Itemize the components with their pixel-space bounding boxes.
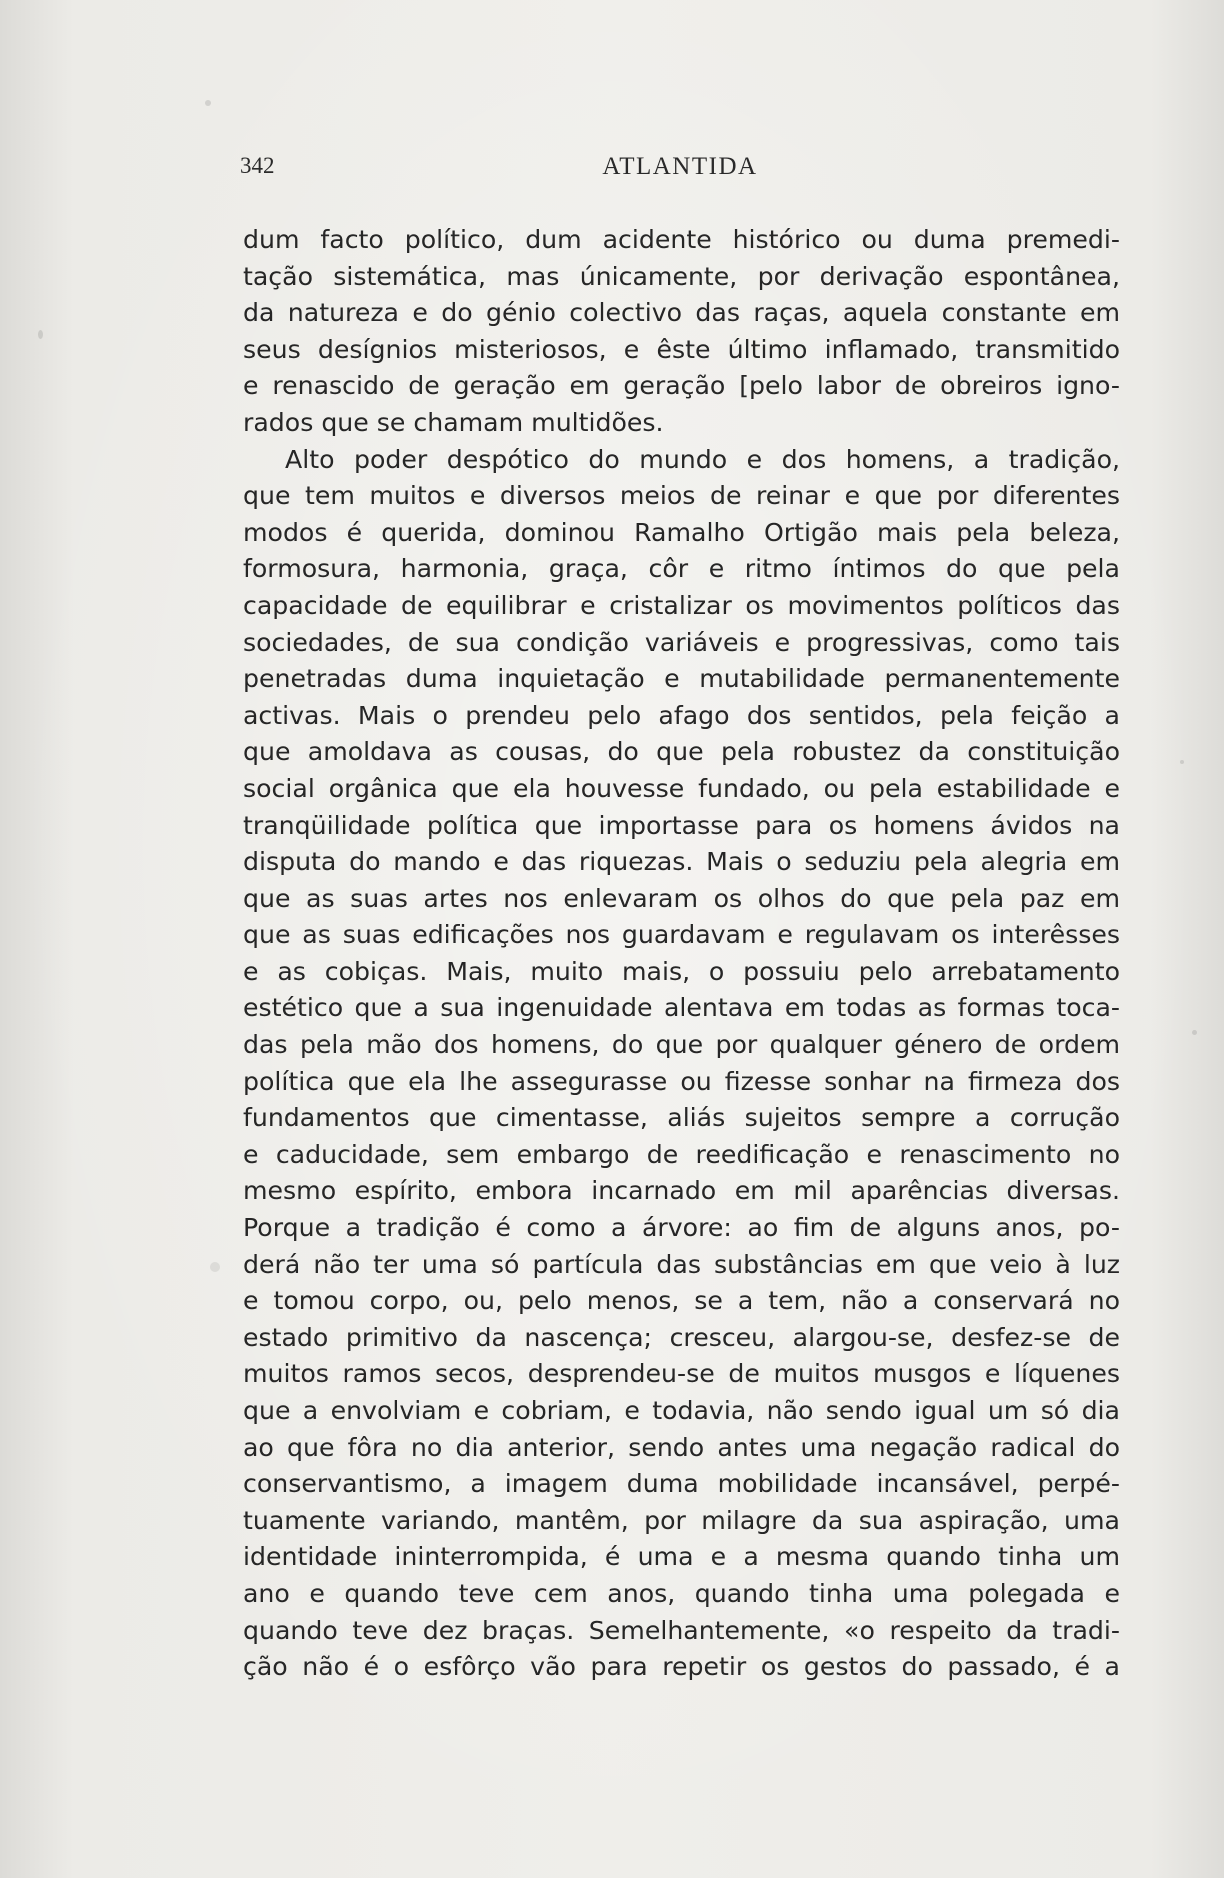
text-line: mesmo espírito, embora incarnado em mil aparências diversas. bbox=[243, 1176, 1120, 1206]
paper-speck bbox=[38, 330, 43, 339]
text-line: política que ela lhe assegurasse ou fizesse sonhar na firmeza dos bbox=[243, 1066, 1120, 1096]
text-line: social orgânica que ela houvesse fundado, ou pela estabilidade e bbox=[243, 773, 1120, 803]
paper-speck bbox=[210, 1262, 220, 1272]
text-line: e tomou corpo, ou, pelo menos, se a tem, não a conservará no bbox=[243, 1286, 1120, 1316]
page-number: 342 bbox=[240, 153, 275, 178]
text-line: capacidade de equilibrar e cristalizar os movimentos políticos das bbox=[243, 590, 1120, 620]
text-line: rados que se chamam multidões. bbox=[243, 407, 664, 437]
text-line: sociedades, de sua condição variáveis e progressivas, como tais bbox=[243, 627, 1120, 657]
text-line: Alto poder despótico do mundo e dos homens, a tradição, bbox=[285, 444, 1120, 474]
body-text bbox=[243, 222, 1120, 1686]
text-line: das pela mão dos homens, do que por qualquer género de ordem bbox=[243, 1030, 1120, 1060]
text-line: e as cobiças. Mais, muito mais, o possuiu pelo arrebatamento bbox=[243, 956, 1120, 986]
text-line: que tem muitos e diversos meios de reinar e que por diferentes bbox=[243, 481, 1120, 511]
paper-speck bbox=[1192, 1030, 1197, 1035]
text-line: activas. Mais o prendeu pelo afago dos sentidos, pela feição a bbox=[243, 700, 1120, 730]
text-line: quando teve dez braças. Semelhantemente, «o respeito da tradi- bbox=[243, 1615, 1120, 1645]
text-line: ano e quando teve cem anos, quando tinha uma polegada e bbox=[243, 1578, 1120, 1608]
running-title: ATLANTIDA bbox=[602, 153, 758, 180]
text-line: estado primitivo da nascença; cresceu, alargou-se, desfez-se de bbox=[243, 1322, 1120, 1352]
text-line: identidade ininterrompida, é uma e a mesma quando tinha um bbox=[243, 1542, 1120, 1572]
text-line: que amoldava as cousas, do que pela robustez da constituição bbox=[243, 737, 1120, 767]
text-line: estético que a sua ingenuidade alentava em todas as formas toca- bbox=[243, 993, 1120, 1023]
text-line: e caducidade, sem embargo de reedificação e renascimento no bbox=[243, 1139, 1120, 1169]
text-line: penetradas duma inquietação e mutabilidade permanentemente bbox=[243, 664, 1120, 694]
text-line: que as suas edificações nos guardavam e regulavam os interêsses bbox=[243, 920, 1120, 950]
text-line: dum facto político, dum acidente histórico ou duma premedi- bbox=[243, 225, 1120, 254]
text-line: modos é querida, dominou Ramalho Ortigão mais pela beleza, bbox=[243, 517, 1120, 547]
text-line: disputa do mando e das riquezas. Mais o seduziu pela alegria em bbox=[243, 847, 1120, 877]
text-line: e renascido de geração em geração [pelo labor de obreiros igno- bbox=[243, 371, 1120, 401]
text-line: ção não é o esfôrço vão para repetir os gestos do passado, é a bbox=[243, 1652, 1120, 1682]
running-head bbox=[240, 153, 1120, 187]
text-line: tação sistemática, mas únicamente, por derivação espontânea, bbox=[243, 261, 1120, 291]
text-line: derá não ter uma só partícula das substâncias em que veio à luz bbox=[243, 1249, 1120, 1279]
text-line: fundamentos que cimentasse, aliás sujeitos sempre a corrução bbox=[243, 1103, 1120, 1133]
text-line: que as suas artes nos enlevaram os olhos do que pela paz em bbox=[243, 883, 1120, 913]
text-line: que a envolviam e cobriam, e todavia, não sendo igual um só dia bbox=[243, 1396, 1120, 1425]
paper-speck bbox=[205, 100, 211, 106]
text-line: muitos ramos secos, desprendeu-se de muitos musgos e líquenes bbox=[243, 1359, 1120, 1389]
text-line: seus desígnios misteriosos, e êste último inflamado, transmitido bbox=[243, 334, 1120, 364]
text-line: conservantismo, a imagem duma mobilidade incansável, perpé- bbox=[243, 1469, 1120, 1499]
text-line: formosura, harmonia, graça, côr e ritmo íntimos do que pela bbox=[243, 554, 1120, 584]
paper-speck bbox=[1180, 760, 1184, 764]
text-line: tranqüilidade política que importasse para os homens ávidos na bbox=[243, 810, 1120, 840]
text-line: tuamente variando, mantêm, por milagre da sua aspiração, uma bbox=[243, 1505, 1120, 1535]
text-line: da natureza e do génio colectivo das raças, aquela constante em bbox=[243, 298, 1120, 328]
text-line: ao que fôra no dia anterior, sendo antes uma negação radical do bbox=[243, 1432, 1120, 1462]
text-line: Porque a tradição é como a árvore: ao fim de alguns anos, po- bbox=[243, 1213, 1120, 1243]
